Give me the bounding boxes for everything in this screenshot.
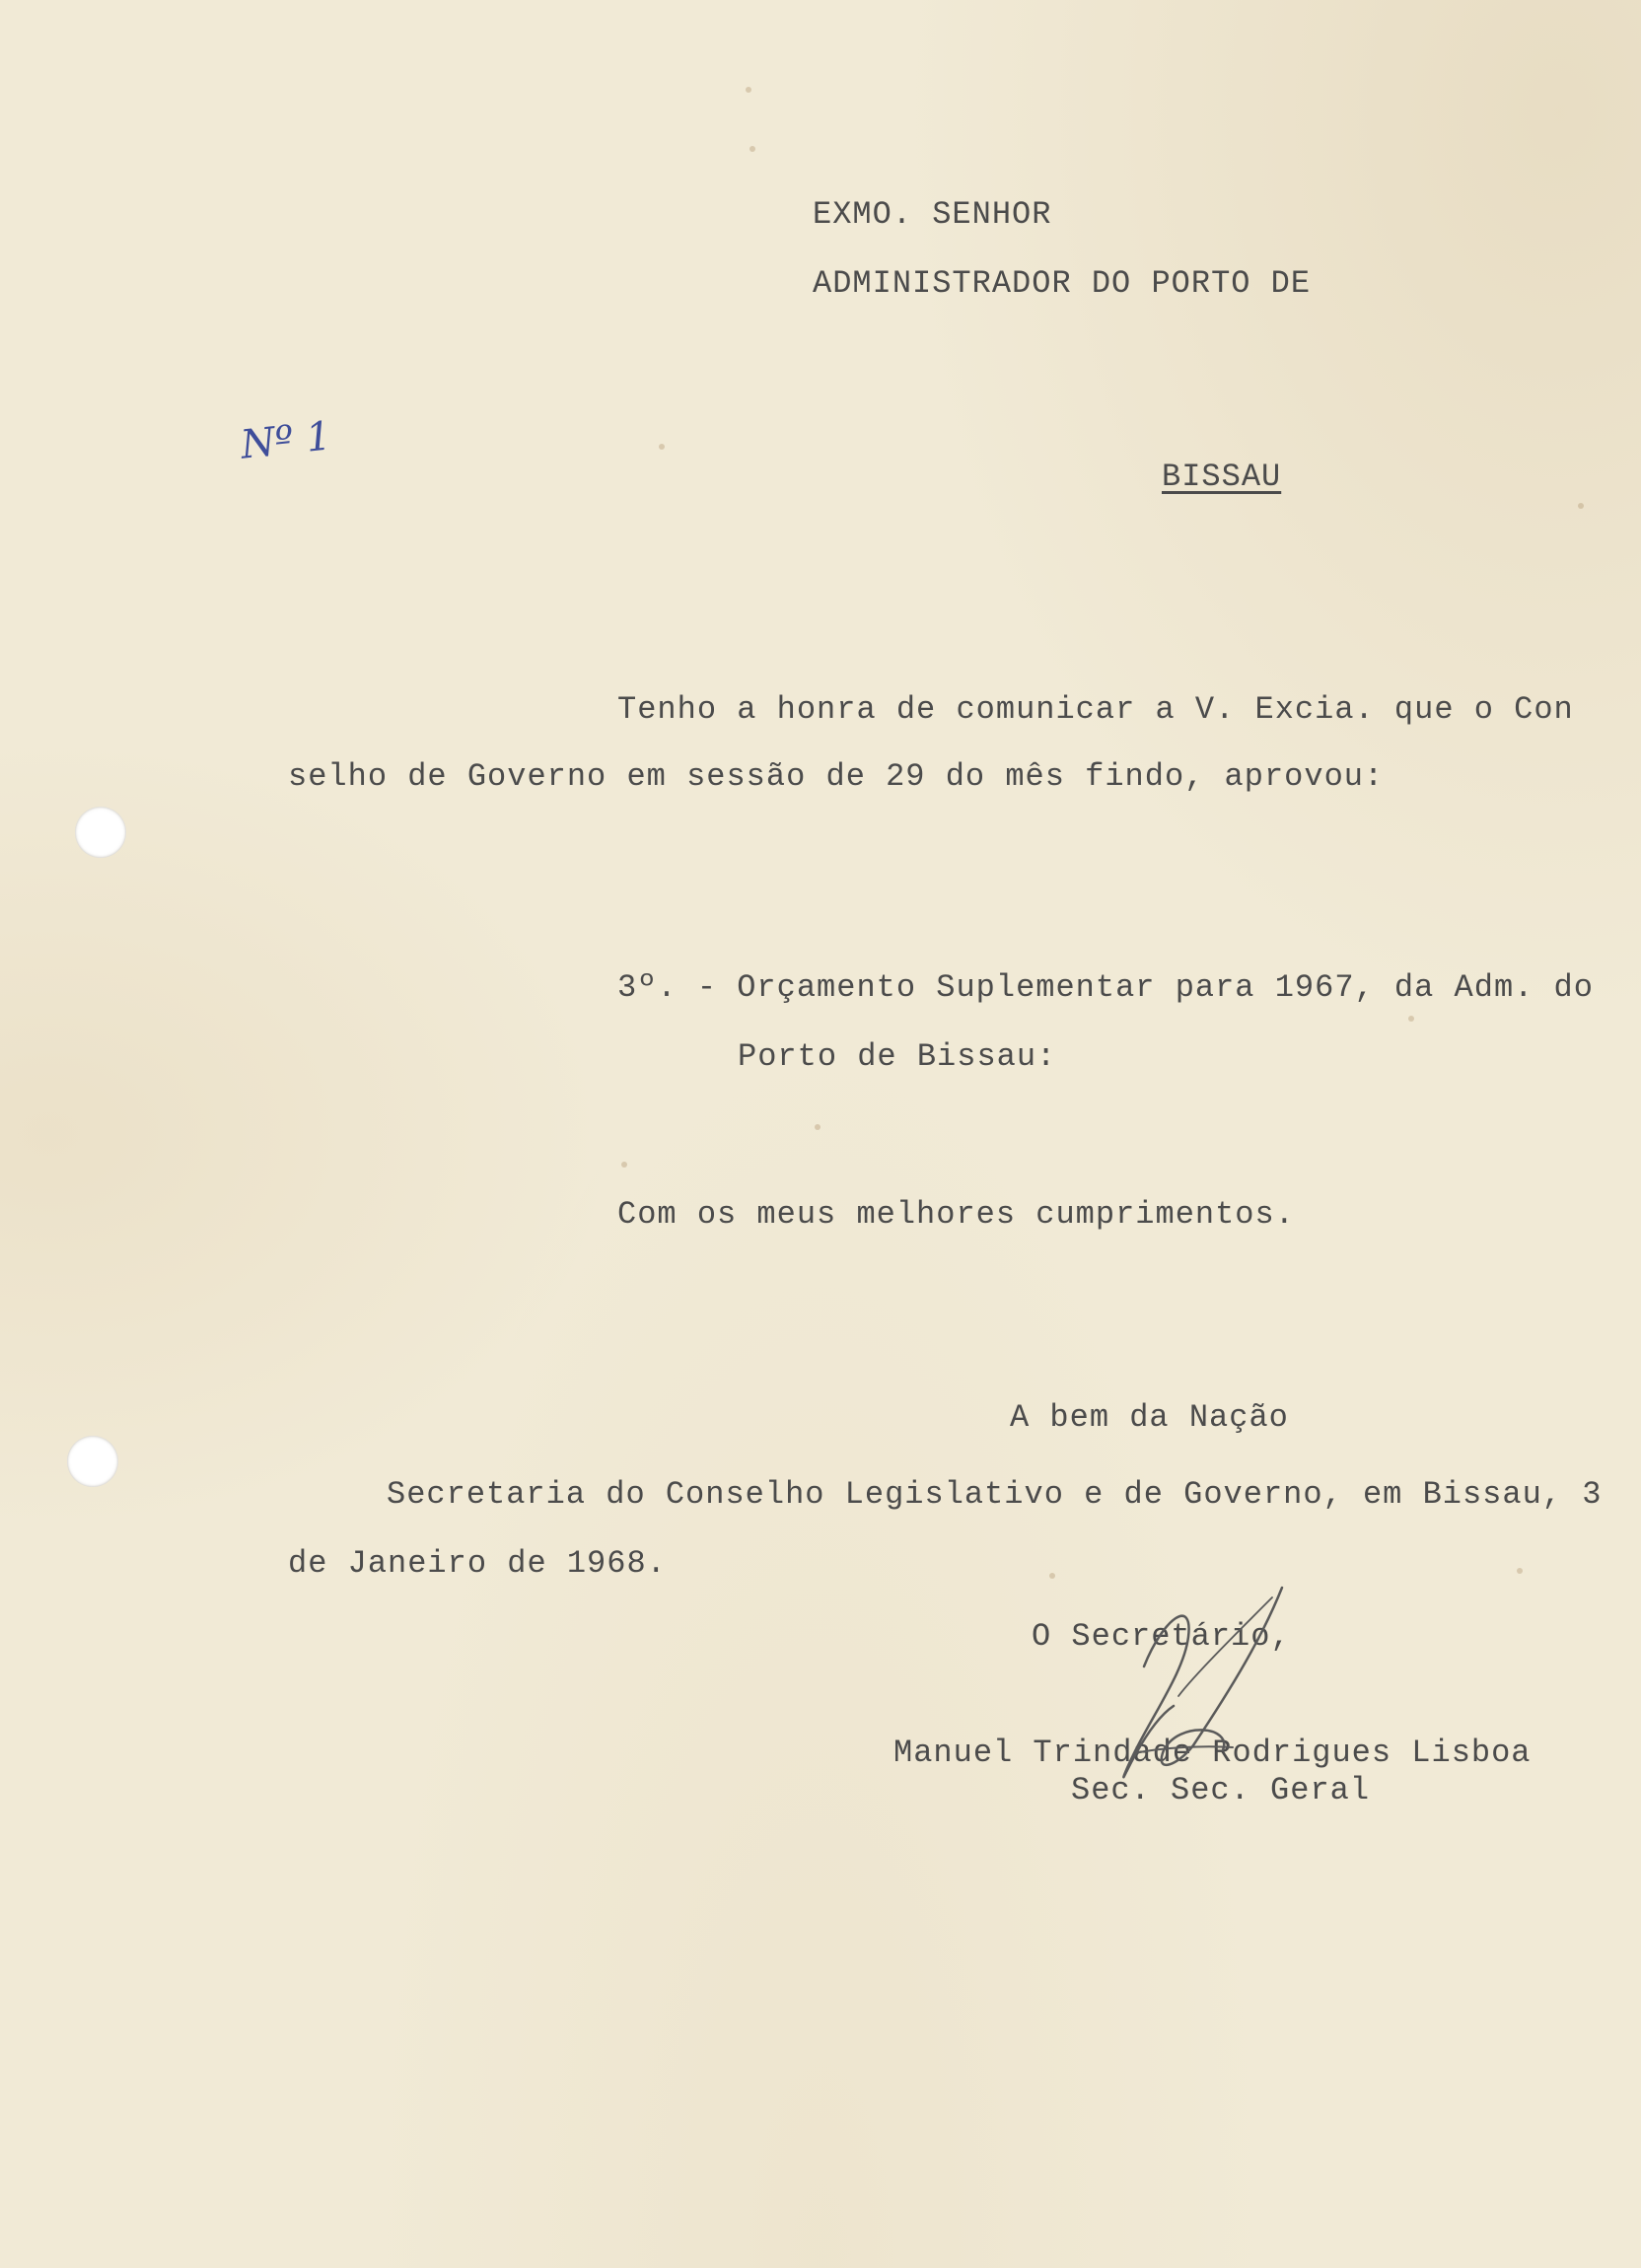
paper-spot — [1517, 1568, 1523, 1574]
item-line-1: 3º. - Orçamento Suplementar para 1967, da Adm. do — [617, 969, 1594, 1006]
signer-name: Manuel Trindade Rodrigues Lisboa — [893, 1735, 1532, 1771]
secretary-title: O Secretário, — [1032, 1618, 1291, 1655]
item-line-2: Porto de Bissau: — [738, 1038, 1057, 1075]
signer-role: Sec. Sec. Geral — [1071, 1772, 1371, 1808]
addressee-city: BISSAU — [1162, 459, 1282, 495]
paper-spot — [1408, 1016, 1414, 1022]
paper-spot — [1049, 1573, 1055, 1579]
salutation: A bem da Nação — [1010, 1399, 1289, 1436]
paragraph-1-line-1: Tenho a honra de comunicar a V. Excia. que o Con — [617, 691, 1574, 728]
paper-spot — [746, 87, 751, 93]
location-line-2: de Janeiro de 1968. — [288, 1545, 667, 1582]
paper-spot — [749, 146, 755, 152]
location-line-1: Secretaria do Conselho Legislativo e de Governo, em Bissau, 3 — [387, 1476, 1603, 1513]
paper-spot — [815, 1124, 820, 1130]
punch-hole-bottom — [67, 1436, 118, 1487]
closing-line: Com os meus melhores cumprimentos. — [617, 1196, 1295, 1233]
paper-spot — [659, 444, 665, 450]
handwritten-signature — [1085, 1578, 1312, 1814]
paragraph-1-line-2: selho de Governo em sessão de 29 do mês findo, aprovou: — [288, 758, 1385, 795]
handwritten-note: Nº 1 — [238, 413, 334, 468]
addressee-line-2: ADMINISTRADOR DO PORTO DE — [813, 265, 1312, 302]
paper-spot — [621, 1162, 627, 1168]
addressee-line-1: EXMO. SENHOR — [813, 196, 1052, 233]
paper-spot — [1578, 503, 1584, 509]
punch-hole-top — [75, 807, 126, 858]
